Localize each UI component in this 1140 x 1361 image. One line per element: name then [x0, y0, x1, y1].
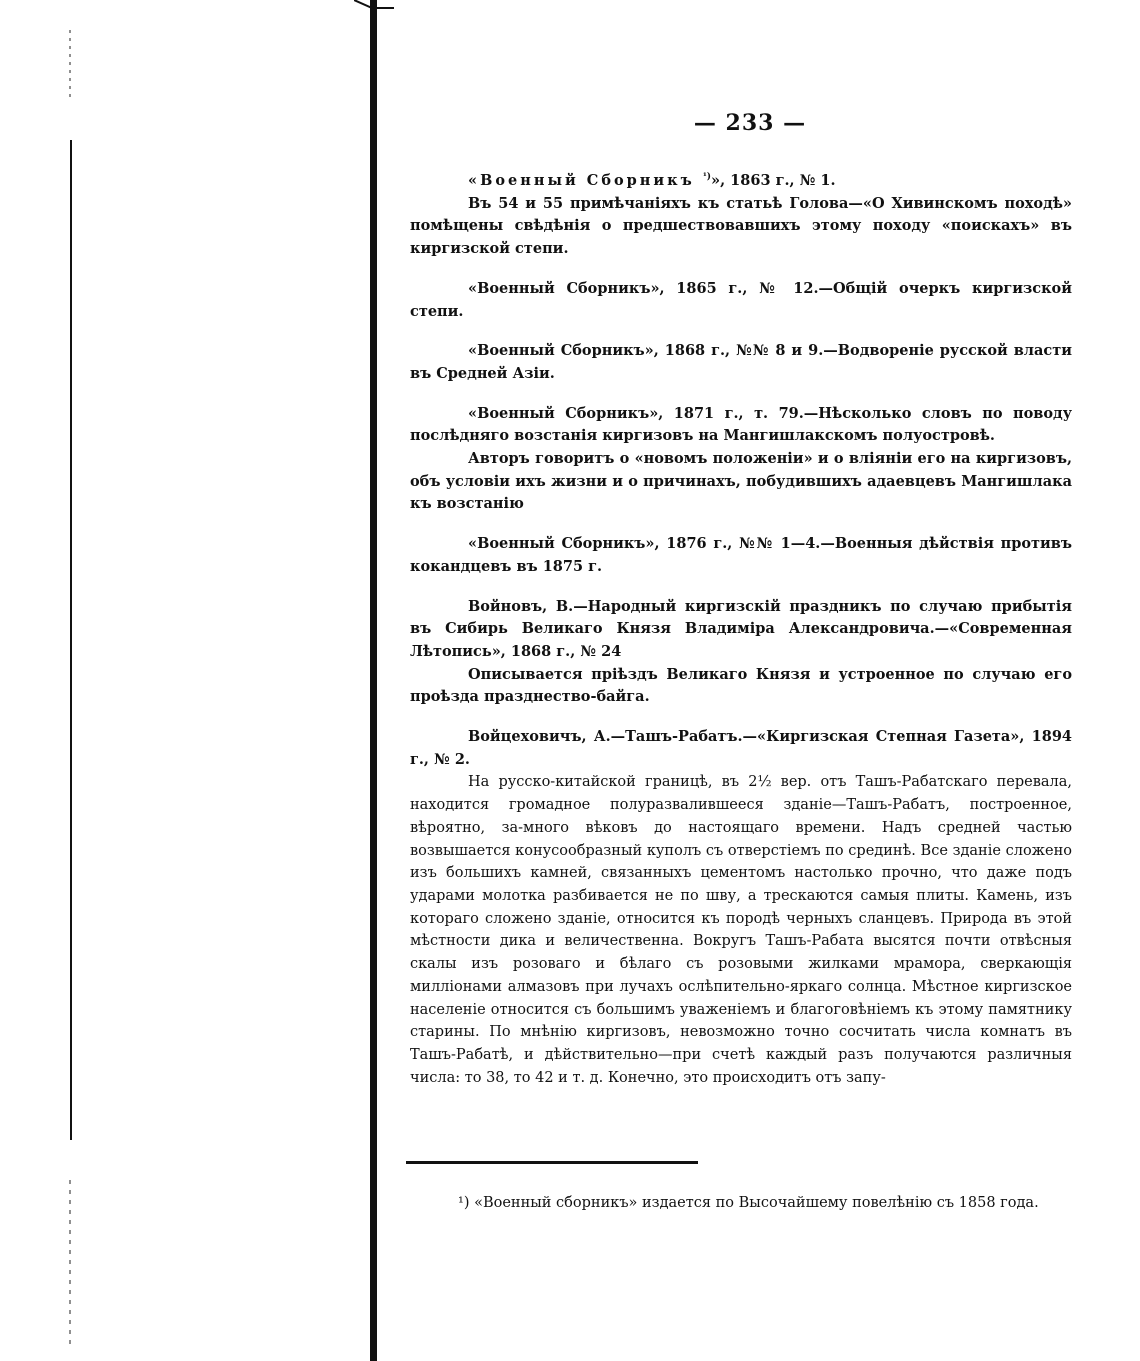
- entry-annotation: Въ 54 и 55 примѣчаніяхъ къ статьѣ Голова—«О Хивинскомъ походѣ» помѣщены свѣдѣнія о предшествовавшихъ этому походу «поискахъ» въ киргизской степи.: [410, 194, 1072, 258]
- entry-voenny-sbornik-1863: [410, 170, 1072, 261]
- entry-voenny-sbornik-1871: [410, 403, 1072, 517]
- entry-annotation: На русско-китайской границѣ, въ 2½ вер. отъ Ташъ-Рабатскаго перевала, находится громадное полуразвалившееся зданіе—Ташъ-Рабатъ, построенное, вѣроятно, за-много вѣковъ до настоящаго времени. Надъ средней частью возвышается конусообразный куполъ съ отверстіемъ по срединѣ. Все зданіе сложено изъ большихъ камней, связанныхъ цементомъ настолько прочно, что даже подъ ударами молотка разбивается не по шву, а трескаются самыя плиты. Камень, изъ котораго сложено зданіе, относится къ породѣ черныхъ сланцевъ. Природа въ этой мѣстности дика и величественна. Вокругъ Ташъ-Рабата высятся почти отвѣсныя скалы изъ розоваго и бѣлаго съ розовыми жилками мрамора, сверкающія милліонами алмазовъ при лучахъ ослѣпительно-яркаго солнца. Мѣстное киргизское населеніе относится съ большимъ уваженіемъ и благоговѣніемъ къ этому памятнику старины. По мнѣнію киргизовъ, невозможно точно сосчитать числа комнатъ въ Ташъ-Рабатѣ, и дѣйствительно—при счетѣ каждый разъ получаются различныя числа: то 38, то 42 и т. д. Конечно, это происходитъ отъ запу-: [410, 774, 1072, 1086]
- footnote-divider: [406, 1161, 698, 1164]
- footnote-marker: ¹): [702, 172, 712, 183]
- entry-citation: Войновъ, В.—Народный киргизскій праздникъ по случаю прибытія въ Сибирь Великаго Князя Владиміра Александровича.—«Современная Лѣтопись», 1868 г., № 24: [410, 597, 1072, 660]
- entry-citation: «Военный Сборникъ», 1868 г., №№ 8 и 9.—Водвореніе русской власти въ Средней Азіи.: [410, 342, 1072, 382]
- entry-voenny-sbornik-1865: [410, 278, 1072, 323]
- entry-citation: Войцеховичъ, А.—Ташъ-Рабатъ.—«Киргизская Степная Газета», 1894 г., № 2.: [410, 728, 1072, 768]
- entry-annotation: Авторъ говоритъ о «новомъ положеніи» и о вліяніи его на киргизовъ, объ условіи ихъ жизни и о причинахъ, побудившихъ адаевцевъ Мангишлака къ возстанію: [410, 450, 1072, 513]
- page-corner: [354, 0, 394, 14]
- entry-voinov: [410, 596, 1072, 710]
- entry-citation: «Военный Сборникъ $^{^1)}$», 1863 г., № 1.: [468, 172, 836, 189]
- entry-citation: «Военный Сборникъ», 1865 г., № 12.—Общій очеркъ киргизской степи.: [410, 279, 1072, 320]
- entry-voenny-sbornik-1868: [410, 340, 1072, 385]
- entry-citation: «Военный Сборникъ», 1871 г., т. 79.—Нѣсколько словъ по поводу послѣдняго возстанія киргизовъ на Мангишлакскомъ полуостровѣ.: [410, 404, 1072, 445]
- bibliography-entries: [410, 170, 1072, 1106]
- page-number: — 233 —: [693, 110, 807, 136]
- left-page-edge: [68, 30, 74, 1350]
- entry-voitsekhovich: [410, 726, 1072, 1089]
- entry-annotation: Описывается пріѣздъ Великаго Князя и устроенное по случаю его проѣзда празднество-байга.: [410, 665, 1072, 706]
- entry-voenny-sbornik-1876: [410, 533, 1072, 578]
- footnote: ¹) «Военный сборникъ» издается по Высочайшему повелѣнію съ 1858 года.: [458, 1195, 1039, 1211]
- book-spine: [370, 0, 377, 1361]
- entry-citation: «Военный Сборникъ», 1876 г., №№ 1—4.—Военныя дѣйствія противъ кокандцевъ въ 1875 г.: [410, 535, 1072, 575]
